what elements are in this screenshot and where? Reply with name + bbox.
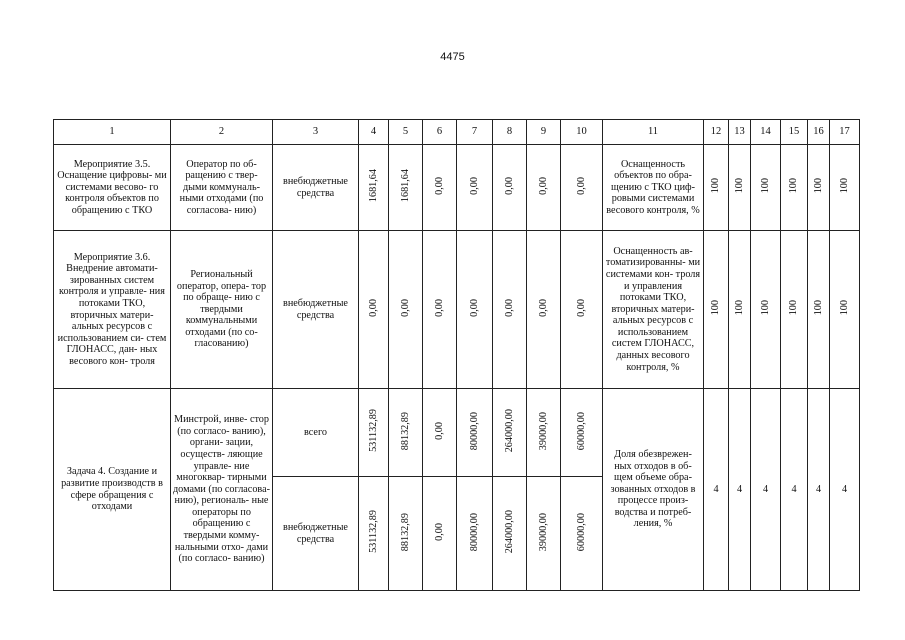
- amount-cell: 0,00: [433, 421, 445, 440]
- amount-cell: 0,00: [399, 298, 411, 317]
- target-cell: 4: [781, 389, 808, 591]
- amount-cell: 0,00: [503, 298, 515, 317]
- funding-source-cell: всего: [273, 389, 359, 477]
- column-number: 9: [527, 120, 561, 145]
- amount-cell: 88132,89: [399, 512, 411, 551]
- event-cell: Мероприятие 3.5. Оснащение цифровы- ми системами весово- го контроля объектов по обращению с ТКО: [54, 145, 171, 231]
- column-number: 7: [457, 120, 493, 145]
- column-number-row: [54, 120, 860, 145]
- column-number: 6: [423, 120, 457, 145]
- target-cell: 100: [838, 300, 850, 316]
- program-table: [53, 119, 860, 591]
- amount-cell: 39000,00: [537, 512, 549, 551]
- indicator-cell: Оснащенность ав- томатизированны- ми системами кон- троля и управления потоками ТКО, вторичных матери- альных ресурсов с использованием систем ГЛОНАСС, данных весового контроля, %: [603, 231, 704, 389]
- table-row: [54, 145, 860, 231]
- target-cell: 4: [808, 389, 830, 591]
- target-cell: 100: [812, 300, 824, 316]
- indicator-cell: Оснащенность объектов по обра- щению с ТКО циф- ровыми системами весового контроля, %: [603, 145, 704, 231]
- amount-cell: 0,00: [537, 298, 549, 317]
- column-number: 11: [603, 120, 704, 145]
- amount-cell: 60000,00: [575, 411, 587, 450]
- executor-cell: Оператор по об- ращению с твер- дыми коммуналь- ными отходами (по согласова- нию): [171, 145, 273, 231]
- column-number: 17: [830, 120, 860, 145]
- amount-cell: 264000,00: [503, 409, 515, 453]
- event-cell: Мероприятие 3.6. Внедрение автомати- зированных систем контроля и управле- ния потоками ТКО, вторичных матери- альных ресурсов с использованием си- стем ГЛОНАСС, дан- ных весового кон- троля: [54, 231, 171, 389]
- amount-cell: 0,00: [433, 298, 445, 317]
- amount-cell: 60000,00: [575, 512, 587, 551]
- amount-cell: 264000,00: [503, 510, 515, 554]
- amount-cell: 1681,64: [367, 169, 379, 203]
- target-cell: 100: [710, 178, 721, 194]
- target-cell: 100: [759, 300, 771, 316]
- target-cell: 100: [733, 300, 745, 316]
- column-number: 8: [493, 120, 527, 145]
- amount-cell: 1681,64: [399, 169, 411, 203]
- amount-cell: 88132,89: [399, 411, 411, 450]
- amount-cell: 0,00: [433, 522, 445, 541]
- column-number: 12: [704, 120, 729, 145]
- amount-cell: 39000,00: [537, 411, 549, 450]
- target-cell: 4: [704, 389, 729, 591]
- amount-cell: 0,00: [575, 176, 587, 195]
- amount-cell: 0,00: [468, 298, 480, 317]
- table-row: [54, 231, 860, 389]
- column-number: 16: [808, 120, 830, 145]
- target-cell: 100: [788, 300, 799, 316]
- amount-cell: 0,00: [537, 176, 549, 195]
- page-number: 4475: [440, 51, 465, 63]
- amount-cell: 0,00: [367, 298, 379, 317]
- target-cell: 4: [751, 389, 781, 591]
- column-number: 14: [751, 120, 781, 145]
- column-number: 4: [359, 120, 389, 145]
- column-number: 1: [54, 120, 171, 145]
- target-cell: 100: [759, 178, 771, 194]
- target-cell: 100: [733, 178, 745, 194]
- target-cell: 4: [830, 389, 860, 591]
- amount-cell: 531132,89: [367, 409, 379, 453]
- column-number: 3: [273, 120, 359, 145]
- funding-source-cell: внебюджетные средства: [273, 145, 359, 231]
- amount-cell: 80000,00: [468, 512, 480, 551]
- column-number: 5: [389, 120, 423, 145]
- table-row: [54, 389, 860, 477]
- task-cell: Задача 4. Создание и развитие производств в сфере обращения с отходами: [54, 389, 171, 591]
- funding-source-cell: внебюджетные средства: [273, 477, 359, 591]
- column-number: 2: [171, 120, 273, 145]
- target-cell: 4: [729, 389, 751, 591]
- amount-cell: 531132,89: [367, 510, 379, 554]
- indicator-cell: Доля обезврежен- ных отходов в об- щем объеме обра- зованных отходов в процессе произ- водства и потреб- ления, %: [603, 389, 704, 591]
- amount-cell: 0,00: [503, 176, 515, 195]
- executor-cell: Минстрой, инве- стор (по согласо- ванию), органи- зации, осуществ- ляющие управле- ние многоквар- тирными домами (по согласова- нию), региональ- ные операторы по обращению с твердыми комму- нальными отхо- дами (по согласо- ванию): [171, 389, 273, 591]
- funding-source-cell: внебюджетные средства: [273, 231, 359, 389]
- amount-cell: 0,00: [575, 298, 587, 317]
- target-cell: 100: [812, 178, 824, 194]
- target-cell: 100: [838, 178, 850, 194]
- target-cell: 100: [788, 178, 799, 194]
- column-number: 13: [729, 120, 751, 145]
- column-number: 15: [781, 120, 808, 145]
- amount-cell: 80000,00: [468, 411, 480, 450]
- amount-cell: 0,00: [468, 176, 480, 195]
- target-cell: 100: [710, 300, 721, 316]
- executor-cell: Региональный оператор, опера- тор по обраще- нию с твердыми коммунальными отходами (по со- гласованию): [171, 231, 273, 389]
- amount-cell: 0,00: [433, 176, 445, 195]
- column-number: 10: [561, 120, 603, 145]
